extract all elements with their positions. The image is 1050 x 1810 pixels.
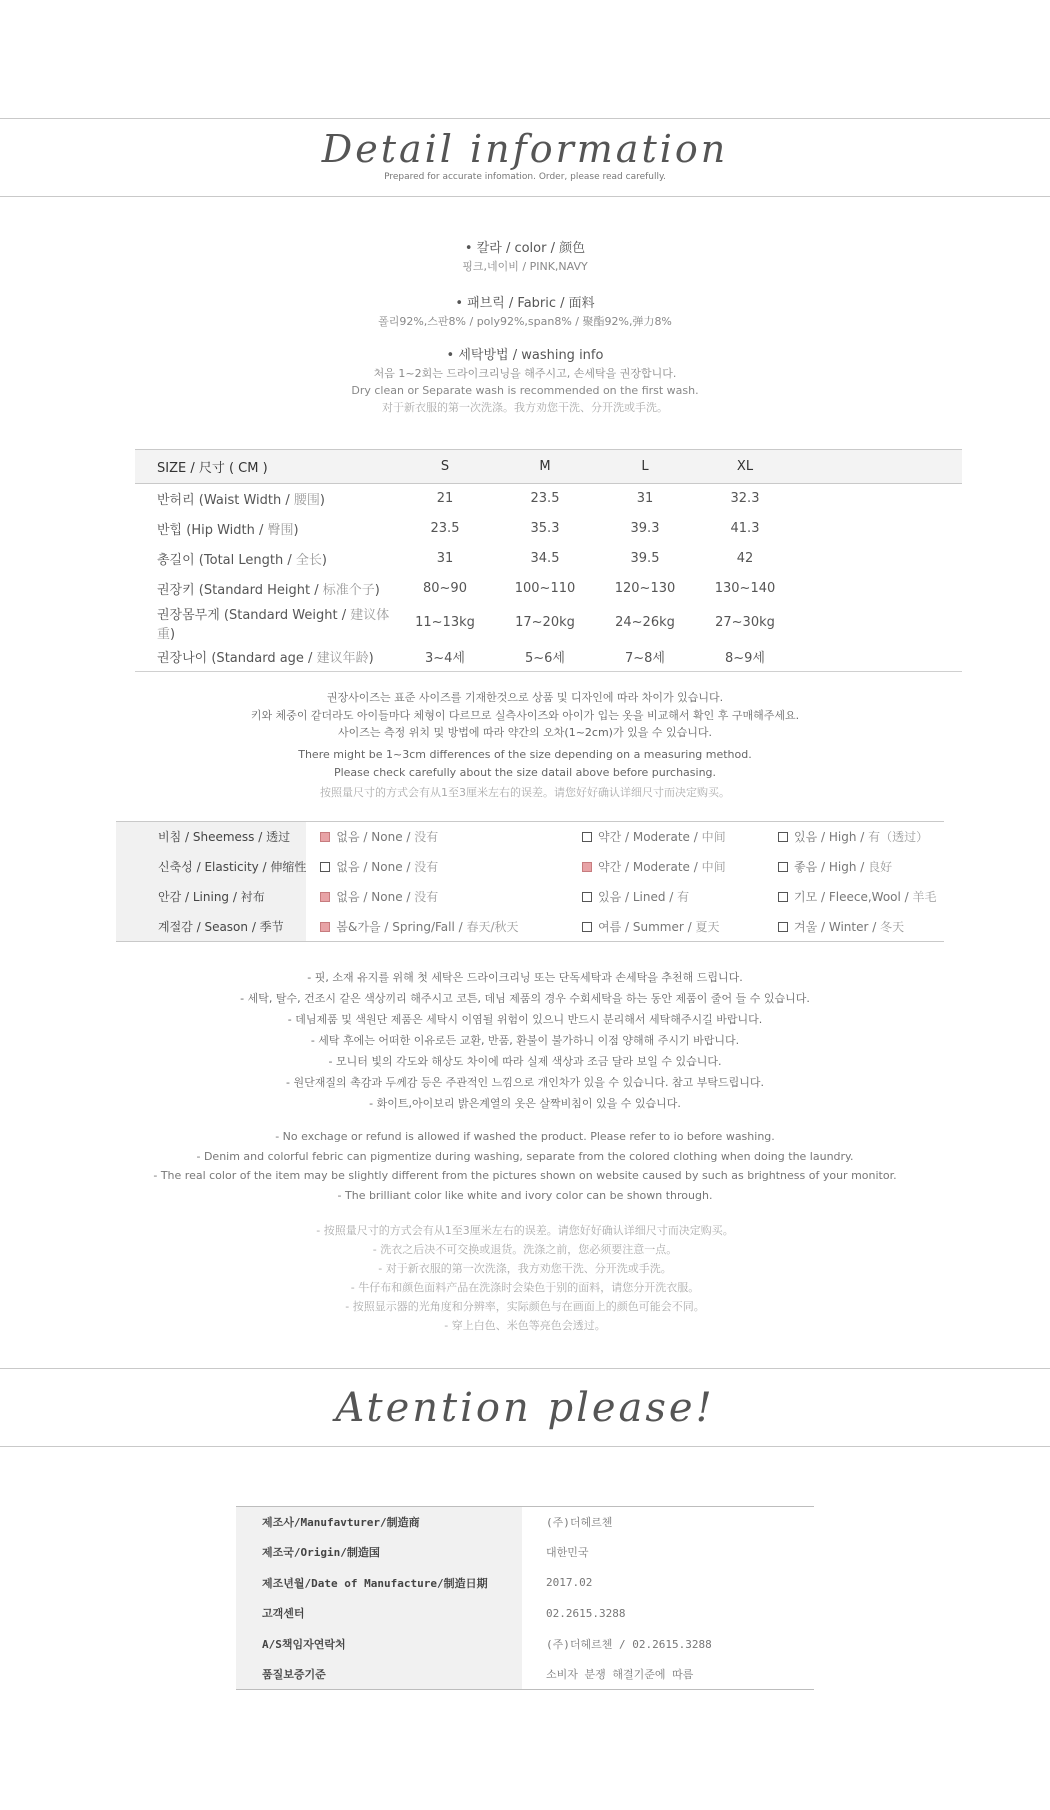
checkbox-icon — [778, 892, 788, 902]
size-value: 3~4세 — [395, 642, 495, 672]
checkbox-icon — [320, 862, 330, 872]
option-cn: 没有 — [414, 860, 439, 874]
size-spacer — [795, 604, 962, 642]
checkbox-icon — [320, 892, 330, 902]
washing-line-en: Dry clean or Separate wash is recommended on the first wash. — [351, 384, 699, 397]
fabric-info — [0, 295, 1050, 330]
option-cn: 中间 — [701, 830, 726, 845]
size-label-end: ) — [319, 493, 325, 509]
caution-en — [0, 1127, 1050, 1205]
size-value: 41.3 — [730, 521, 760, 536]
size-label-cn: 臀围 — [267, 523, 294, 538]
size-label-cn: 建议体重 — [157, 607, 390, 642]
option-cn: 没有 — [414, 830, 439, 845]
size-value: 17~20kg — [515, 615, 575, 630]
size-value: 34.5 — [530, 551, 560, 566]
size-notes-en — [0, 746, 1050, 781]
divider-attention-top — [0, 1368, 1050, 1369]
size-value: 130~140 — [714, 581, 776, 596]
size-row-label — [135, 514, 395, 544]
property-option — [306, 912, 554, 942]
manufacturer-value: 02.2615.3288 — [546, 1606, 626, 1620]
size-value: 120~130 — [614, 581, 676, 596]
color-heading: • 칼라 / color / 颜色 — [464, 241, 586, 256]
size-row-label — [135, 574, 395, 604]
caution-line: - 모니터 빛의 각도와 해상도 차이에 따라 실제 색상과 조금 달라 보일 수 있습니다. — [328, 1055, 722, 1068]
size-value: 31 — [636, 491, 654, 507]
checkbox-icon — [320, 922, 330, 932]
size-row-label — [135, 604, 395, 642]
property-option — [764, 882, 944, 912]
size-value: 8~9세 — [695, 642, 795, 672]
property-option — [306, 882, 554, 912]
size-label-end: ) — [368, 650, 374, 666]
size-value: 31 — [436, 551, 454, 566]
size-value: 27~30kg — [715, 615, 775, 630]
washing-line-cn: 对于新衣服的第一次洗涤。我方劝您干洗、分开洗或手洗。 — [382, 401, 668, 414]
checkbox-icon — [320, 832, 330, 842]
size-spacer — [795, 574, 962, 604]
property-label: 계절감 / Season / 季节 — [116, 912, 306, 942]
divider-top — [0, 118, 1050, 119]
size-value: 11~13kg — [415, 615, 475, 630]
caution-line: - The brilliant color like white and ivory color can be shown through. — [337, 1188, 713, 1202]
washing-heading: • 세탁방법 / washing info — [446, 348, 604, 363]
property-option — [554, 912, 764, 942]
size-value: 80~90 — [423, 581, 467, 596]
size-value: 32.3 — [730, 491, 760, 507]
option-cn: 中间 — [701, 860, 726, 874]
checkbox-icon — [582, 922, 592, 932]
fabric-value: 폴리92%,스판8% / poly92%,span8% / 聚酯92%,弹力8% — [378, 315, 672, 328]
manufacturer-row — [236, 1507, 814, 1538]
manufacturer-value: (주)더헤르첸 — [546, 1516, 613, 1529]
caution-line: - Denim and colorful febric can pigmentize during washing, separate from the colored clothing when doing the laundry. — [196, 1149, 854, 1163]
size-header-xl: XL — [695, 450, 795, 484]
size-spacer — [795, 514, 962, 544]
option-cn: 有 — [677, 890, 690, 904]
manufacturer-table — [236, 1506, 814, 1690]
size-notes-cn — [0, 784, 1050, 802]
size-spacer — [795, 642, 962, 672]
caution-line: - 牛仔布和颜色面料产品在洗涤时会染色于别的面料，请您分开洗衣服。 — [350, 1281, 700, 1294]
option-text: 겨울 / Winter / — [794, 919, 881, 934]
caution-line: - 洗衣之后决不可交换或退货。洗涤之前，您必须要注意一点。 — [372, 1243, 678, 1256]
washing-line-ko: 처음 1~2회는 드라이크리닝을 해주시고, 손세탁을 권장합니다. — [373, 367, 677, 380]
divider-attention-bottom — [0, 1446, 1050, 1447]
option-cn: 春天/秋天 — [466, 919, 519, 934]
caution-line: - 세탁, 탈수, 건조시 같은 색상끼리 해주시고 코튼, 데님 제품의 경우 수회세탁을 하는 동안 제품이 줄어 들 수 있습니다. — [240, 992, 810, 1005]
size-value: 100~110 — [514, 581, 576, 596]
property-option — [764, 852, 944, 882]
caution-line: - 세탁 후에는 어떠한 이유로든 교환, 반품, 환불이 불가하니 이점 양해해 주시기 바랍니다. — [310, 1034, 740, 1047]
option-text: 없음 / None / — [336, 830, 415, 845]
manufacturer-value: 소비자 분쟁 해결기준에 따름 — [546, 1668, 694, 1681]
divider-title-bottom — [0, 196, 1050, 197]
option-text: 기모 / Fleece,Wool / — [794, 890, 913, 904]
checkbox-icon — [582, 862, 592, 872]
size-label-text: 총길이 (Total Length / — [157, 553, 296, 568]
size-label-end: ) — [170, 626, 176, 642]
washing-info — [0, 347, 1050, 416]
property-option — [764, 912, 944, 942]
manufacturer-key: 제조년월/Date of Manufacture/制造日期 — [236, 1568, 522, 1599]
manufacturer-key: 품질보증기준 — [236, 1659, 522, 1690]
option-cn: 没有 — [414, 890, 439, 904]
size-header-label: SIZE / 尺寸 ( CM ) — [135, 450, 395, 484]
size-label-text: 반힙 (Hip Width / — [157, 523, 268, 538]
property-label: 안감 / Lining / 衬布 — [116, 882, 306, 912]
caution-ko — [0, 967, 1050, 1114]
checkbox-icon — [778, 862, 788, 872]
size-label-cn: 建议年龄 — [316, 650, 369, 666]
option-text: 있음 / High / — [794, 830, 869, 845]
manufacturer-row — [236, 1659, 814, 1690]
manufacturer-row — [236, 1537, 814, 1568]
size-value: 39.3 — [630, 521, 660, 536]
size-value: 21 — [436, 491, 454, 507]
option-text: 봄&가을 / Spring/Fall / — [336, 919, 467, 934]
size-label-end: ) — [374, 583, 380, 598]
size-row — [135, 514, 962, 544]
size-table-header — [135, 450, 962, 484]
size-label-cn: 标准个子 — [322, 583, 375, 598]
size-value: 23.5 — [530, 491, 560, 507]
manufacturer-key: A/S책임자연락처 — [236, 1629, 522, 1660]
size-row — [135, 574, 962, 604]
size-header-s: S — [395, 450, 495, 484]
caution-line: - 按照显示器的光角度和分辨率，实际颜色与在画面上的颜色可能会不同。 — [345, 1300, 705, 1313]
size-note: 키와 체중이 같더라도 아이들마다 체형이 다르므로 실측사이즈와 아이가 입는 옷을 비교해서 확인 후 구매해주세요. — [250, 708, 800, 722]
size-value: 35.3 — [530, 521, 560, 536]
option-text: 없음 / None / — [336, 860, 415, 874]
color-value: 핑크,네이비 / PINK,NAVY — [462, 260, 588, 273]
option-text: 약간 / Moderate / — [598, 860, 702, 874]
manufacturer-value: 대한민국 — [546, 1546, 589, 1560]
option-cn: 冬天 — [880, 919, 905, 934]
property-option — [306, 822, 554, 852]
caution-line: - 按照量尺寸的方式会有从1至3厘米左右的误差。请您好好确认详细尺寸而决定购买。 — [316, 1224, 734, 1237]
property-row — [116, 822, 944, 852]
property-row — [116, 882, 944, 912]
option-cn: 有（透过） — [868, 830, 929, 845]
size-label-text: 권장키 (Standard Height / — [157, 583, 323, 598]
size-spacer — [795, 544, 962, 574]
caution-line: - 对于新衣服的第一次洗涤，我方劝您干洗、分开洗或手洗。 — [378, 1262, 672, 1275]
property-row — [116, 852, 944, 882]
size-label-end: ) — [293, 523, 299, 538]
size-note: 사이즈는 측정 위치 및 방법에 따라 약간의 오차(1~2cm)가 있을 수 있습니다. — [338, 726, 712, 739]
size-table — [135, 449, 962, 672]
size-label-text: 반허리 (Waist Width / — [157, 493, 294, 509]
size-value: 23.5 — [430, 521, 460, 536]
size-row-label — [135, 642, 395, 672]
caution-cn — [0, 1221, 1050, 1335]
checkbox-icon — [778, 832, 788, 842]
option-cn: 羊毛 — [912, 890, 937, 904]
size-row — [135, 544, 962, 574]
size-row-label — [135, 484, 395, 514]
property-option — [554, 882, 764, 912]
color-info — [0, 240, 1050, 275]
properties-table — [116, 821, 944, 942]
checkbox-icon — [582, 892, 592, 902]
checkbox-icon — [582, 832, 592, 842]
option-text: 있음 / Lined / — [598, 890, 678, 904]
option-text: 약간 / Moderate / — [598, 830, 702, 845]
size-label-cn: 全长 — [295, 553, 322, 568]
property-option — [554, 822, 764, 852]
size-note: 권장사이즈는 표준 사이즈를 기재한것으로 상품 및 디자인에 따라 차이가 있습니다. — [326, 691, 724, 704]
size-note: 按照量尺寸的方式会有从1至3厘米左右的误差。请您好好确认详细尺寸而决定购买。 — [320, 786, 730, 799]
attention-title: Atention please! — [335, 1385, 715, 1431]
property-label: 비침 / Sheemess / 透过 — [116, 822, 306, 852]
option-cn: 夏天 — [695, 919, 720, 934]
size-label-text: 권장몸무게 (Standard Weight / — [157, 607, 351, 623]
manufacturer-value: 2017.02 — [546, 1576, 593, 1590]
detail-title: Detail information — [321, 127, 729, 171]
manufacturer-row — [236, 1598, 814, 1629]
fabric-heading: • 패브릭 / Fabric / 面料 — [455, 296, 595, 311]
caution-line: - 원단재질의 촉감과 두께감 등은 주관적인 느낌으로 개인차가 있을 수 있습니다. 참고 부탁드립니다. — [286, 1076, 764, 1089]
option-cn: 良好 — [868, 860, 893, 874]
manufacturer-key: 제조사/Manufavturer/制造商 — [236, 1507, 522, 1538]
size-header-m: M — [495, 450, 595, 484]
caution-line: - 핏, 소재 유지를 위해 첫 세탁은 드라이크리닝 또는 단독세탁과 손세탁을 추천해 드립니다. — [307, 971, 743, 984]
size-value: 5~6세 — [495, 642, 595, 672]
size-note: There might be 1~3cm differences of the size depending on a measuring method. — [298, 748, 752, 761]
property-option — [306, 852, 554, 882]
caution-line: - 화이트,아이보리 밝은계열의 옷은 살짝비침이 있을 수 있습니다. — [369, 1097, 681, 1110]
size-row-label — [135, 544, 395, 574]
caution-line: - No exchage or refund is allowed if washed the product. Please refer to io before washing. — [275, 1130, 775, 1143]
property-row — [116, 912, 944, 942]
size-spacer — [795, 484, 962, 514]
size-row — [135, 604, 962, 642]
manufacturer-key: 제조국/Origin/制造国 — [236, 1537, 522, 1568]
manufacturer-row — [236, 1629, 814, 1660]
option-text: 없음 / None / — [336, 890, 415, 904]
size-label-end: ) — [321, 553, 327, 568]
detail-subtitle: Prepared for accurate infomation. Order, please read carefully. — [384, 172, 666, 182]
caution-line: - 穿上白色、米色等亮色会透过。 — [444, 1319, 606, 1332]
size-label-text: 권장나이 (Standard age / — [157, 650, 317, 666]
property-label: 신축성 / Elasticity / 伸缩性 — [116, 852, 306, 882]
size-value: 7~8세 — [595, 642, 695, 672]
size-row — [135, 484, 962, 514]
size-row — [135, 642, 962, 672]
size-header-l: L — [595, 450, 695, 484]
size-value: 39.5 — [630, 551, 660, 566]
size-value: 24~26kg — [615, 615, 675, 630]
size-notes-ko — [0, 689, 1050, 742]
property-option — [554, 852, 764, 882]
property-option — [764, 822, 944, 852]
size-value: 42 — [736, 551, 754, 566]
caution-line: - 데님제품 및 색원단 제품은 세탁시 이염될 위험이 있으니 반드시 분리해서 세탁해주시길 바랍니다. — [287, 1013, 763, 1026]
manufacturer-row — [236, 1568, 814, 1599]
option-text: 좋음 / High / — [794, 860, 869, 874]
manufacturer-value: (주)더헤르첸 / 02.2615.3288 — [546, 1637, 712, 1651]
option-text: 여름 / Summer / — [598, 919, 696, 934]
manufacturer-key: 고객센터 — [236, 1598, 522, 1629]
caution-line: - The real color of the item may be slightly different from the pictures shown on website caused by such as brightness of your monitor. — [153, 1169, 897, 1182]
size-label-cn: 腰围 — [293, 493, 320, 509]
size-header-spacer — [795, 450, 962, 484]
checkbox-icon — [778, 922, 788, 932]
size-note: Please check carefully about the size datail above before purchasing. — [333, 765, 717, 779]
